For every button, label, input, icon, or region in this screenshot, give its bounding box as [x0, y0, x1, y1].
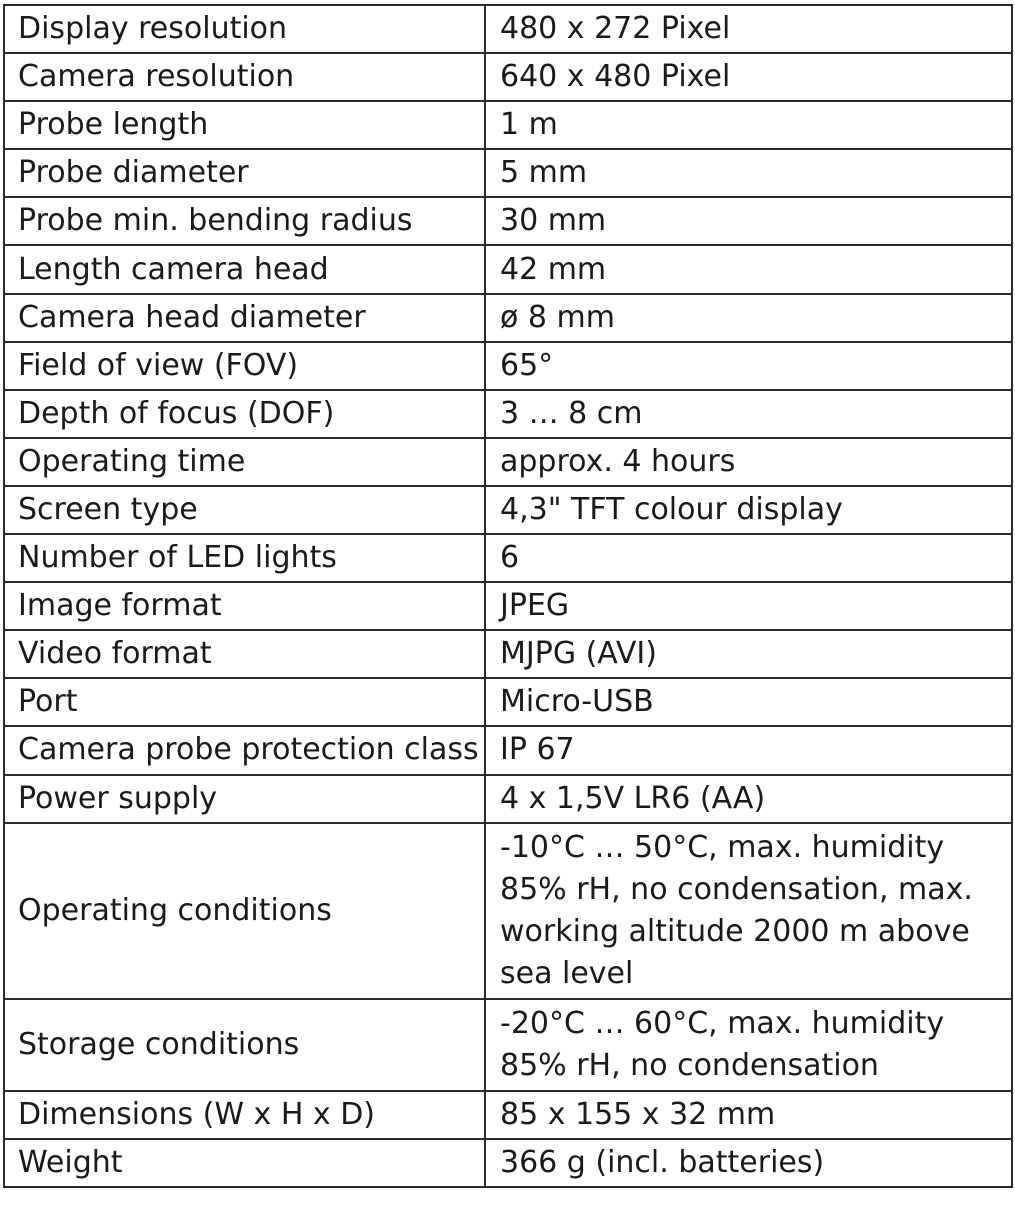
table-row: [4, 726, 1012, 774]
table-row: [4, 678, 1012, 726]
spec-label: Field of view (FOV): [4, 342, 485, 390]
table-row: [4, 342, 1012, 390]
table-row: [4, 775, 1012, 823]
spec-label: Screen type: [4, 486, 485, 534]
table-row: [4, 245, 1012, 293]
spec-label: Camera resolution: [4, 53, 485, 101]
spec-value: 85 x 155 x 32 mm: [485, 1091, 1012, 1139]
table-row: [4, 5, 1012, 53]
spec-label: Number of LED lights: [4, 534, 485, 582]
spec-label: Operating conditions: [4, 823, 485, 999]
table-row: [4, 582, 1012, 630]
spec-label: Display resolution: [4, 5, 485, 53]
table-row: [4, 823, 1012, 999]
table-row: [4, 534, 1012, 582]
table-row: [4, 53, 1012, 101]
table-row: [4, 197, 1012, 245]
specifications-table: [3, 4, 1013, 1188]
spec-value: -20°C … 60°C, max. humidity 85% rH, no condensation: [485, 999, 1012, 1091]
spec-value: -10°C … 50°C, max. humidity 85% rH, no condensation, max. working altitude 2000 m above sea level: [485, 823, 1012, 999]
table-row: [4, 438, 1012, 486]
spec-value: 5 mm: [485, 149, 1012, 197]
spec-value: 366 g (incl. batteries): [485, 1139, 1012, 1187]
spec-label: Operating time: [4, 438, 485, 486]
spec-label: Probe min. bending radius: [4, 197, 485, 245]
spec-value: 30 mm: [485, 197, 1012, 245]
table-row: [4, 999, 1012, 1091]
spec-label: Probe length: [4, 101, 485, 149]
spec-value: 65°: [485, 342, 1012, 390]
spec-label: Camera head diameter: [4, 294, 485, 342]
spec-value: MJPG (AVI): [485, 630, 1012, 678]
spec-label: Weight: [4, 1139, 485, 1187]
table-row: [4, 1091, 1012, 1139]
table-row: [4, 486, 1012, 534]
spec-value: 3 … 8 cm: [485, 390, 1012, 438]
spec-label: Image format: [4, 582, 485, 630]
table-row: [4, 1139, 1012, 1187]
spec-value: 1 m: [485, 101, 1012, 149]
table-row: [4, 101, 1012, 149]
spec-value: ø 8 mm: [485, 294, 1012, 342]
spec-label: Port: [4, 678, 485, 726]
spec-label: Dimensions (W x H x D): [4, 1091, 485, 1139]
spec-value: 480 x 272 Pixel: [485, 5, 1012, 53]
specifications-body: [4, 5, 1012, 1187]
table-row: [4, 630, 1012, 678]
spec-value: IP 67: [485, 726, 1012, 774]
spec-label: Power supply: [4, 775, 485, 823]
spec-value: 640 x 480 Pixel: [485, 53, 1012, 101]
spec-label: Video format: [4, 630, 485, 678]
spec-label: Depth of focus (DOF): [4, 390, 485, 438]
spec-label: Camera probe protection class: [4, 726, 485, 774]
spec-label: Storage conditions: [4, 999, 485, 1091]
table-row: [4, 149, 1012, 197]
spec-value: Micro-USB: [485, 678, 1012, 726]
spec-label: Probe diameter: [4, 149, 485, 197]
spec-label: Length camera head: [4, 245, 485, 293]
spec-value: 4,3" TFT colour display: [485, 486, 1012, 534]
spec-value: 42 mm: [485, 245, 1012, 293]
spec-value: approx. 4 hours: [485, 438, 1012, 486]
table-row: [4, 390, 1012, 438]
spec-value: 4 x 1,5V LR6 (AA): [485, 775, 1012, 823]
spec-value: JPEG: [485, 582, 1012, 630]
table-row: [4, 294, 1012, 342]
spec-value: 6: [485, 534, 1012, 582]
